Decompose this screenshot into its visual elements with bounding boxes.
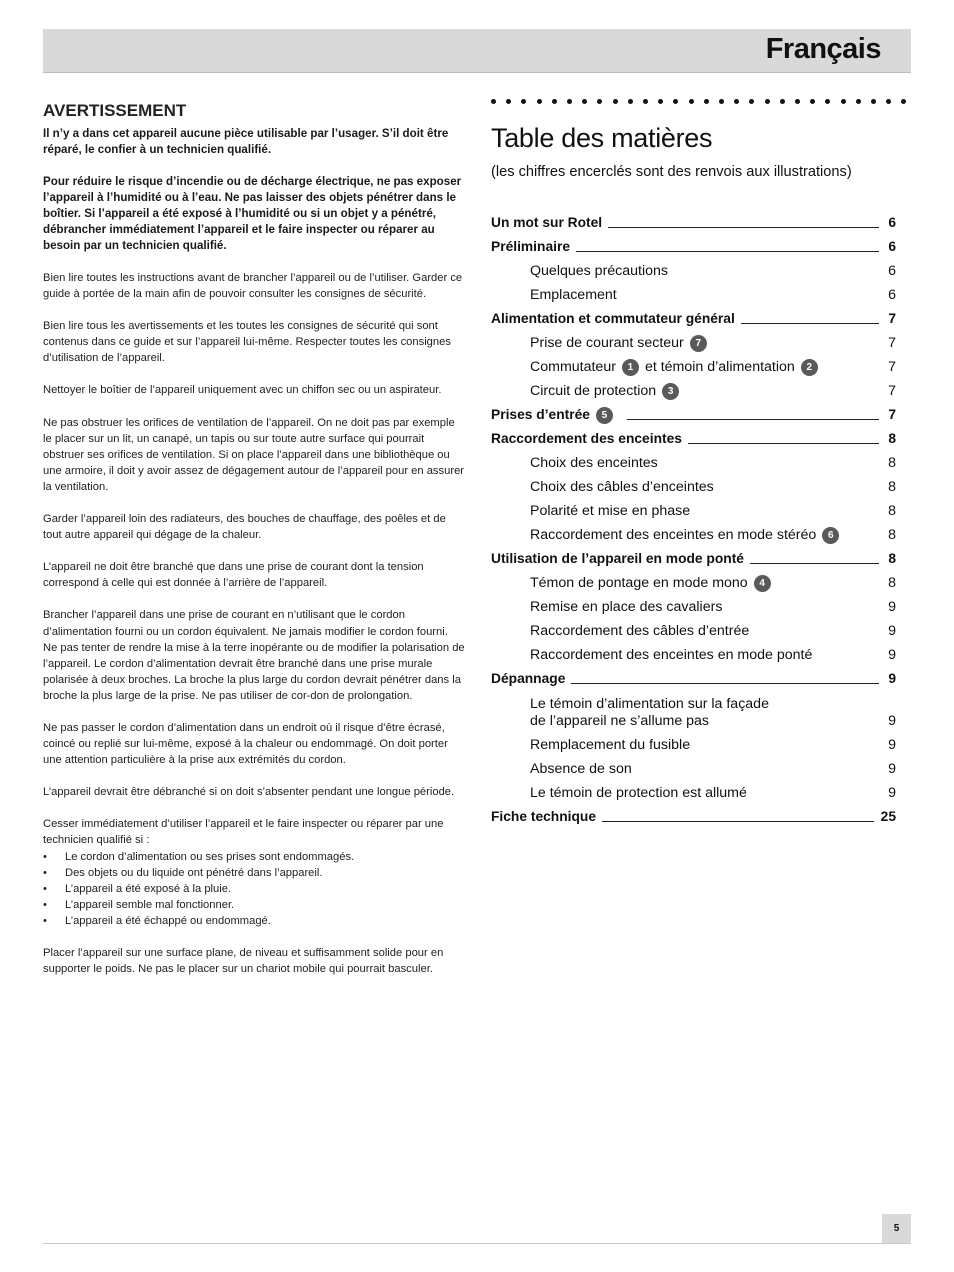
toc-page: 8	[888, 551, 896, 566]
dot	[582, 99, 587, 104]
bullet: •	[43, 866, 47, 879]
toc-page: 6	[888, 263, 896, 279]
warning-bold-paragraph: Il n’y a dans cet appareil aucune pièce utilisable par l’usager. S’il doit être réparé, le confier à un technicien qualifié.	[43, 127, 449, 156]
toc-page: 8	[888, 431, 896, 446]
warning-heading: AVERTISSEMENT	[43, 101, 187, 120]
toc-label: Commutateur 1 et témoin d’alimentation 2	[530, 358, 818, 376]
warning-paragraph: Bien lire toutes les instructions avant de brancher l’appareil ou de l’utiliser. Garder ce guide à portée de la main afin de pouvoir consulter les consignes de sécurité.	[43, 272, 463, 301]
toc-entry[interactable]	[491, 424, 896, 448]
toc-label: Circuit de protection 3	[530, 382, 679, 400]
toc-label: Alimentation et commutateur général	[491, 311, 735, 326]
toc-label: Choix des enceintes	[530, 455, 658, 471]
toc-entry[interactable]	[491, 208, 896, 232]
figure-ref-badge: 3	[662, 383, 679, 400]
warning-paragraph: Brancher l’appareil dans une prise de courant en n’utilisant que le cordon d’alimentation fourni ou un cordon équivalent. Ne jamais modifier le cordon fourni. Ne pas tenter de rendre la mise à la terre inopérante ou de modifier la polarisation de l’appareil. Le cordon d’alimentation devrait être branché dans une prise murale polarisée à deux broches. La broche la plus large du cordon devrait pénétrer dans la broche la plus large de la prise. Ne pas utiliser de cor-don de prolongation.	[43, 609, 465, 702]
toc-label: Absence de son	[530, 761, 632, 777]
dot	[734, 99, 739, 104]
toc-entry[interactable]	[491, 328, 896, 352]
toc-entry[interactable]	[491, 472, 896, 496]
bullet: •	[43, 898, 47, 911]
toc-entry[interactable]	[491, 568, 896, 592]
footer-rule	[43, 1243, 911, 1244]
bullet: •	[43, 850, 47, 863]
toc-entry[interactable]	[491, 754, 896, 778]
list-item	[43, 849, 465, 865]
toc-page: 9	[888, 761, 896, 777]
toc-entry[interactable]	[491, 802, 896, 826]
dot	[552, 99, 557, 104]
toc-entry[interactable]	[491, 664, 896, 688]
warning-paragraph: Nettoyer le boîtier de l’appareil uniquement avec un chiffon sec ou un aspirateur.	[43, 384, 442, 397]
toc-label: Remplacement du fusible	[530, 737, 691, 753]
toc-entry[interactable]	[491, 592, 896, 616]
language-title: Français	[765, 33, 881, 65]
dot	[704, 99, 709, 104]
warning-paragraph: Cesser immédiatement d’utiliser l’appareil et le faire inspecter ou réparer par une technicien qualifié si :	[43, 818, 444, 847]
warning-paragraph: Ne pas obstruer les orifices de ventilation de l’appareil. On ne doit pas par exemple le placer sur un lit, un canapé, un tapis ou sur toute autre surface qui pourrait obstruer ses orifices de ventilation. Si on place l’appareil dans une bibliothèque ou une armoire, il doit y avoir assez de dégagement autour de l’appareil pour en assurer la ventilation.	[43, 416, 465, 493]
toc-entry[interactable]	[491, 376, 896, 400]
figure-ref-badge: 7	[690, 335, 707, 352]
toc-label: Remise en place des cavaliers	[530, 599, 723, 615]
dot	[825, 99, 830, 104]
toc-label: Emplacement	[530, 287, 617, 303]
toc-column	[491, 95, 911, 826]
toc-page: 9	[888, 623, 896, 639]
toc-page: 8	[888, 479, 896, 495]
dot	[780, 99, 785, 104]
toc-list	[491, 208, 911, 826]
toc-entry[interactable]	[491, 280, 896, 304]
toc-page: 9	[888, 599, 896, 615]
toc-entry[interactable]	[491, 256, 896, 280]
toc-page: 6	[888, 287, 896, 303]
warning-paragraph: L’appareil ne doit être branché que dans une prise de courant dont la tension correspond à celle qui est donnée à l’arrière de l’appareil.	[43, 561, 424, 590]
toc-page: 7	[888, 335, 896, 351]
toc-label: Utilisation de l’appareil en mode ponté	[491, 551, 744, 566]
dot	[841, 99, 846, 104]
bullet: •	[43, 914, 47, 927]
toc-page: 25	[880, 809, 896, 824]
dot	[856, 99, 861, 104]
toc-page: 9	[888, 785, 896, 801]
warning-paragraph: Garder l’appareil loin des radiateurs, des bouches de chauffage, des poêles et de tout autre appareil qui dégage de la chaleur.	[43, 513, 446, 542]
warning-paragraph: Ne pas passer le cordon d’alimentation dans un endroit où il risque d’être écrasé, coincé ou replié sur lui-même, exposé à la chaleur ou endommagé. On doit porter une attention particulière à la prise aux extrémités du cordon.	[43, 721, 448, 767]
toc-leader	[576, 251, 879, 252]
bullet-text: Le cordon d’alimentation ou ses prises sont endommagés.	[65, 850, 355, 863]
bullet-text: Des objets ou du liquide ont pénétré dans l’appareil.	[65, 866, 323, 879]
bullet-text: L’appareil semble mal fonctionner.	[65, 898, 235, 911]
list-item	[43, 897, 465, 913]
toc-entry[interactable]	[491, 544, 896, 568]
bullet-text: L’appareil a été exposé à la pluie.	[65, 882, 232, 895]
dot	[521, 99, 526, 104]
list-item	[43, 881, 465, 897]
toc-page: 6	[888, 239, 896, 254]
dot	[795, 99, 800, 104]
toc-label: Un mot sur Rotel	[491, 215, 603, 230]
warning-paragraph: Bien lire tous les avertissements et les toutes les consignes de sécurité qui sont contenus dans ce guide et sur l’appareil lui-même. Respecter toutes les consignes d’utilisation de l’appareil.	[43, 320, 451, 365]
dot	[628, 99, 633, 104]
toc-page: 7	[888, 311, 896, 326]
list-item	[43, 865, 465, 881]
dot	[567, 99, 572, 104]
toc-page: 7	[888, 407, 896, 422]
toc-label: Le témoin d’alimentation sur la façade de l’appareil ne s’allume pas	[530, 696, 769, 729]
dot	[810, 99, 815, 104]
toc-entry[interactable]	[491, 304, 896, 328]
toc-label: Quelques précautions	[530, 263, 669, 279]
warning-bold-paragraph: Pour réduire le risque d’incendie ou de décharge électrique, ne pas exposer l’appareil à l’humidité ou à l’eau. Ne pas laisser des objets pénétrer dans le boîtier. Si l’appareil a été exposé à l’humidité ou si un objet y a pénétré, débrancher immédiatement l’appareil et le faire inspecter ou réparer au besoin par un technicien qualifié.	[43, 175, 462, 252]
toc-label: Prises d’entrée 5	[491, 406, 613, 424]
toc-entry[interactable]	[491, 730, 896, 754]
toc-page: 6	[888, 215, 896, 230]
toc-leader	[608, 227, 879, 228]
toc-entry[interactable]	[491, 400, 896, 424]
toc-label: Raccordement des enceintes	[491, 431, 682, 446]
dot	[673, 99, 678, 104]
toc-page: 8	[888, 527, 896, 543]
warning-bullet-list	[43, 849, 465, 929]
toc-leader	[627, 419, 879, 420]
bullet-text: L’appareil a été échappé ou endommagé.	[65, 914, 271, 927]
figure-ref-badge: 1	[622, 359, 639, 376]
toc-entry[interactable]	[491, 616, 896, 640]
toc-page: 9	[888, 647, 896, 663]
toc-title: Table des matières	[491, 123, 713, 153]
toc-label: Choix des câbles d’enceintes	[530, 479, 714, 495]
toc-label: Polarité et mise en phase	[530, 503, 691, 519]
dot	[537, 99, 542, 104]
dot	[886, 99, 891, 104]
dot	[491, 99, 496, 104]
toc-entry[interactable]	[491, 232, 896, 256]
toc-page: 7	[888, 383, 896, 399]
dot	[613, 99, 618, 104]
toc-label: Prise de courant secteur 7	[530, 334, 707, 352]
dot	[506, 99, 511, 104]
toc-label: Raccordement des câbles d’entrée	[530, 623, 750, 639]
warning-column	[43, 100, 465, 993]
header-band	[43, 29, 911, 73]
toc-entry[interactable]	[491, 496, 896, 520]
toc-page: 7	[888, 359, 896, 375]
dot	[643, 99, 648, 104]
figure-ref-badge: 5	[596, 407, 613, 424]
toc-label: Le témoin de protection est allumé	[530, 785, 747, 801]
toc-page: 8	[888, 503, 896, 519]
toc-label: Raccordement des enceintes en mode stéréo 6	[530, 526, 839, 544]
toc-entry[interactable]	[491, 448, 896, 472]
warning-paragraph: Placer l’appareil sur une surface plane, de niveau et suffisamment solide pour en supporter le poids. Ne pas le placer sur un chariot mobile qui pourrait basculer.	[43, 947, 444, 976]
bullet: •	[43, 882, 47, 895]
list-item	[43, 913, 465, 929]
toc-leader	[750, 563, 879, 564]
toc-leader	[571, 683, 879, 684]
toc-page: 9	[888, 713, 896, 729]
toc-entry[interactable]	[491, 688, 896, 730]
toc-label: Préliminaire	[491, 239, 570, 254]
dot	[689, 99, 694, 104]
dot	[719, 99, 724, 104]
toc-label: Témon de pontage en mode mono 4	[530, 574, 771, 592]
toc-entry[interactable]	[491, 640, 896, 664]
figure-ref-badge: 2	[801, 359, 818, 376]
warning-paragraph: L’appareil devrait être débranché si on doit s’absenter pendant une longue période.	[43, 786, 455, 799]
toc-label: Dépannage	[491, 671, 566, 686]
toc-label: Fiche technique	[491, 809, 597, 824]
figure-ref-badge: 4	[754, 575, 771, 592]
toc-page: 8	[888, 455, 896, 471]
toc-subtitle: (les chiffres encerclés sont des renvois aux illustrations)	[491, 164, 852, 180]
toc-page: 9	[888, 671, 896, 686]
dot	[765, 99, 770, 104]
toc-entry[interactable]	[491, 778, 896, 802]
dot	[749, 99, 754, 104]
dot	[901, 99, 906, 104]
toc-leader	[741, 323, 879, 324]
toc-page: 9	[888, 737, 896, 753]
dotted-rule	[491, 95, 911, 111]
toc-entry[interactable]	[491, 352, 896, 376]
toc-entry[interactable]	[491, 520, 896, 544]
toc-leader	[602, 821, 874, 822]
dot	[597, 99, 602, 104]
page-number: 5	[882, 1214, 911, 1243]
dot	[871, 99, 876, 104]
figure-ref-badge: 6	[822, 527, 839, 544]
toc-leader	[688, 443, 879, 444]
toc-page: 8	[888, 575, 896, 591]
toc-label: Raccordement des enceintes en mode ponté	[530, 647, 813, 663]
dot	[658, 99, 663, 104]
